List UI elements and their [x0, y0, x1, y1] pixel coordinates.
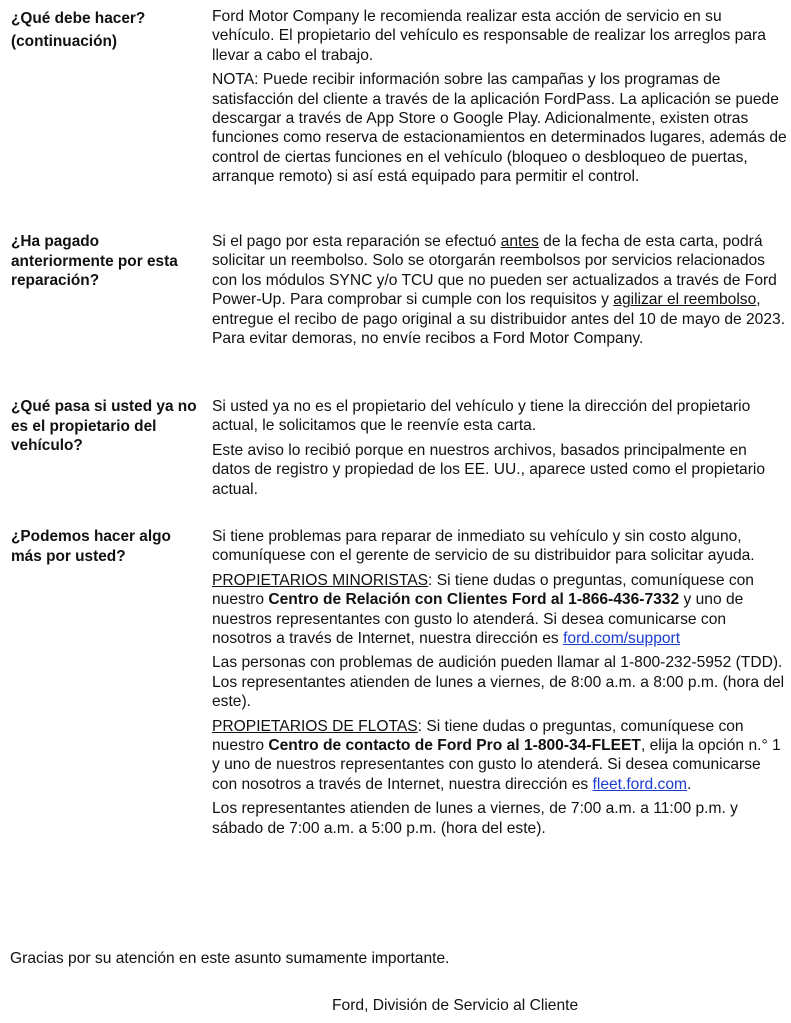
- fleet-owners-label: PROPIETARIOS DE FLOTAS: [212, 717, 418, 735]
- paragraph-note: NOTA: Puede recibir información sobre las campañas y los programas de satisfacción del cliente a través de la aplicación FordPass. La aplicación se puede descargar a través de App Store o Google Play. Adicionalmente, existen otras funciones como reserva de estacionamientos en determinados lugares, además de control de ciertas funciones en el vehículo (bloqueo o desbloqueo de puertas, arranque remoto) si así está equipado para permitir el control.: [212, 71, 787, 186]
- paragraph: Este aviso lo recibió porque en nuestros archivos, basados principalmente en datos de registro y propiedad de los EE. UU., aparece usted como el propietario actual.: [212, 441, 766, 498]
- paragraph-fleet-owners: [212, 717, 787, 795]
- paragraph: Las personas con problemas de audición pueden llamar al 1-800-232-5952 (TDD). Los representantes atienden de lunes a viernes, de 8:00 a.m. a 8:00 p.m. (hora del este).: [212, 654, 785, 711]
- phone-ford-customer-center: Centro de Relación con Clientes Ford al 1-866-436-7332: [268, 591, 680, 609]
- paragraph: Si tiene problemas para reparar de inmediato su vehículo y sin costo alguno, comuníquese con el gerente de servicio de su distribuidor para solicitar ayuda.: [212, 528, 755, 565]
- closing-line: Gracias por su atención en este asunto sumamente importante.: [10, 950, 450, 967]
- section-heading: ¿Qué pasa si usted ya no es el propietario del vehículo?: [11, 398, 197, 455]
- underlined-text: antes: [500, 233, 539, 250]
- section-body: [212, 527, 787, 843]
- text: Si el pago por esta reparación se efectuó: [212, 233, 501, 250]
- section-body: [212, 232, 787, 353]
- section-body: [212, 397, 787, 504]
- fleet-ford-link[interactable]: fleet.ford.com: [592, 775, 687, 793]
- section-body: [212, 7, 787, 192]
- text: : Si tiene dudas o preguntas, comuníquese con nuestro: [212, 717, 744, 755]
- text: : Si tiene dudas o preguntas, comuníquese con nuestro: [212, 571, 754, 609]
- section-heading: ¿Ha pagado anteriormente por esta reparación?: [11, 233, 178, 290]
- retail-owners-label: PROPIETARIOS MINORISTAS: [212, 571, 429, 589]
- section-heading: ¿Podemos hacer algo más por usted?: [11, 528, 171, 565]
- signature: Ford, División de Servicio al Cliente: [332, 997, 579, 1014]
- paragraph: Ford Motor Company le recomienda realizar esta acción de servicio en su vehículo. El propietario del vehículo es responsable de realizar los arreglos para llevar a cabo el trabajo.: [212, 8, 766, 64]
- underlined-text: agilizar el reembolso: [613, 291, 757, 309]
- paragraph-retail-owners: [212, 571, 787, 649]
- text: , elija la opción n.° 1 y uno de nuestros representantes con gusto lo atenderá. Si desea comunicarse con nosotros a través de Internet, nuestra dirección es: [212, 737, 781, 793]
- paragraph: Si usted ya no es el propietario del vehículo y tiene la dirección del propietario actual, le solicitamos que le reenvíe esta carta.: [212, 398, 751, 435]
- phone-ford-pro: Centro de contacto de Ford Pro al 1-800-34-FLEET: [268, 737, 641, 755]
- section-heading: ¿Qué debe hacer? (continuación): [11, 10, 146, 50]
- text: , entregue el recibo de pago original a su distribuidor antes del 10 de mayo de 2023. Para evitar demoras, no envíe recibos a Ford Motor Company.: [212, 291, 786, 348]
- paragraph: Los representantes atienden de lunes a viernes, de 7:00 a.m. a 11:00 p.m. y sábado de 7:00 a.m. a 5:00 p.m. (hora del este).: [212, 800, 738, 837]
- paragraph: [212, 232, 787, 348]
- text: de la fecha de esta carta, podrá solicitar un reembolso. Solo se otorgarán reembolsos por servicios relacionados con los módulos SYNC y/o TCU que no pueden ser actualizados a través de Ford Power-Up. Para comprobar si cumple con los requisitos y: [212, 233, 777, 309]
- text: .: [687, 775, 692, 793]
- text: y uno de nuestros representantes con gusto lo atenderá. Si desea comunicarse con nosotros a través de Internet, nuestra dirección es: [212, 591, 744, 648]
- ford-support-link[interactable]: ford.com/support: [563, 630, 681, 648]
